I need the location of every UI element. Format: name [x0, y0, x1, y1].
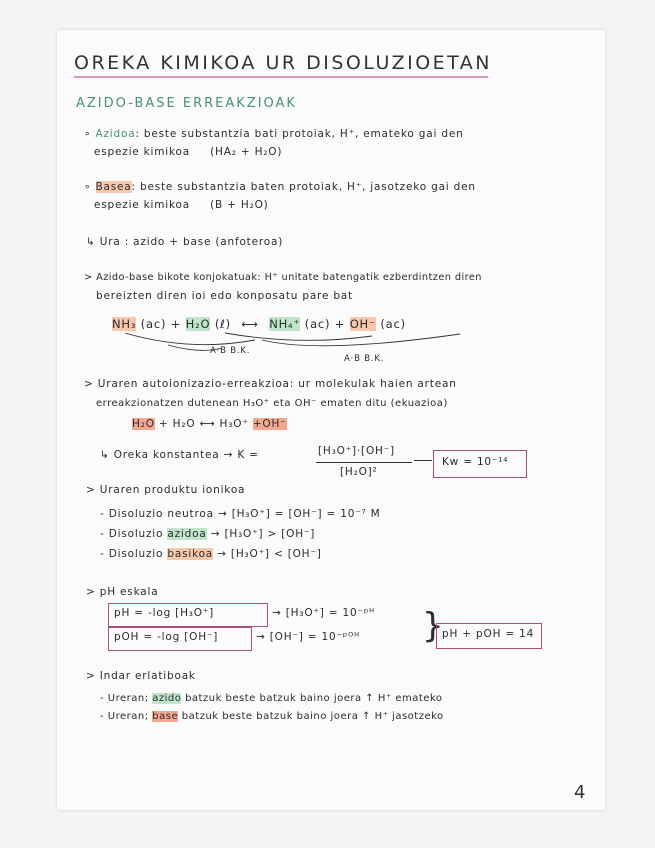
k-denominator: [H₂O]²	[340, 466, 378, 478]
neutral-solution: - Disoluzio neutroa → [H₃O⁺] = [OH⁻] = 10⁻⁷ M	[100, 508, 381, 520]
base-line1: : beste substantzia baten protoiak, H⁺, jasotzeko gai den	[131, 181, 476, 193]
bullet-icon: ∘	[84, 128, 96, 140]
base-label: Basea	[95, 181, 132, 193]
base-strength-word: base	[152, 711, 179, 722]
eq-ac2: (ac) +	[304, 317, 346, 331]
acid-strength	[100, 693, 443, 704]
kw-value: Kw = 10⁻¹⁴	[442, 456, 509, 468]
eq-ac1: (ac) +	[140, 317, 182, 331]
base-strength	[100, 711, 444, 722]
poh-rest: → [OH⁻] = 10⁻ᵖᴼᴴ	[256, 631, 360, 643]
acid-example: (HA₂ + H₂O)	[210, 146, 283, 158]
k-numerator: [H₃O⁺]·[OH⁻]	[318, 445, 395, 457]
ionic-product-heading: > Uraren produktu ionikoa	[86, 484, 246, 496]
page-title: OREKA KIMIKOA UR DISOLUZIOETAN	[74, 52, 492, 74]
basic-solution	[100, 548, 322, 560]
arrow-to-kw	[414, 460, 432, 461]
autoionization-equation	[132, 418, 287, 430]
eq-h2o: H₂O	[185, 317, 211, 331]
ph-scale-heading: > pH eskala	[86, 586, 159, 598]
base-line2-text: espezie kimikoa	[94, 199, 190, 211]
base-strength-post: batzuk beste batzuk baino joera ↑ H⁺ jasotzeko	[178, 711, 444, 722]
eq-l: (ℓ)	[214, 317, 231, 331]
acid-line2-text: espezie kimikoa	[94, 146, 190, 158]
eq-oh: OH⁻	[349, 317, 376, 331]
acid-line1: : beste substantzia bati protoiak, H⁺, emateko gai den	[135, 128, 464, 140]
basic-solution-word: basikoa	[167, 548, 214, 560]
basic-solution-post: → [H₃O⁺] < [OH⁻]	[213, 548, 322, 560]
eq-nh4: NH₄⁺	[269, 317, 301, 331]
base-strength-pre: - Ureran;	[100, 711, 153, 722]
acid-strength-pre: - Ureran;	[100, 693, 153, 704]
strengths-heading: > Indar erlatiboak	[86, 670, 196, 682]
page-number: 4	[574, 782, 586, 803]
acid-strength-post: batzuk beste batzuk baino joera ↑ H⁺ emateko	[181, 693, 443, 704]
fraction-line	[316, 462, 412, 463]
equilibrium-constant-label: ↳ Oreka konstantea → K =	[100, 449, 259, 461]
section-subtitle: AZIDO-BASE ERREAKZIOAK	[76, 96, 297, 111]
acid-solution-post: → [H₃O⁺] > [OH⁻]	[206, 528, 316, 540]
eq-ac3: (ac)	[380, 317, 406, 331]
acid-solution-word: azidoa	[167, 528, 207, 540]
ph-formula: pH = -log [H₃O⁺]	[114, 607, 215, 619]
base-example: (B + H₂O)	[210, 199, 269, 211]
acid-strength-word: azido	[152, 693, 182, 704]
poh-formula: pOH = -log [OH⁻]	[114, 631, 219, 643]
conjugate-line2: bereizten diren ioi edo konposatu pare bat	[96, 290, 353, 302]
pair-label-1: A·B B.K.	[210, 346, 251, 356]
autoionization-line2: erreakzionatzen dutenean H₃O⁺ eta OH⁻ ematen ditu (ekuazioa)	[96, 398, 448, 409]
acid-solution-pre: - Disoluzio	[100, 528, 168, 540]
acid-solution	[100, 528, 315, 540]
conjugate-line1: > Azido-base bikote konjokatuak: H⁺ unitate batengatik ezberdintzen diren	[84, 272, 482, 283]
pair-label-2: A·B B.K.	[344, 354, 385, 364]
water-amphoteric: ↳ Ura : azido + base (anfoteroa)	[86, 236, 284, 248]
eq-nh3: NH₃	[112, 317, 137, 331]
eq-water-rest: + H₂O ⟷ H₃O⁺	[158, 418, 249, 430]
basic-solution-pre: - Disoluzio	[100, 548, 168, 560]
ph-poh-sum: pH + pOH = 14	[442, 628, 535, 640]
eq-arrow: ⟷	[241, 317, 259, 331]
autoionization-line1: > Uraren autoionizazio-erreakzioa: ur molekulak haien artean	[84, 378, 457, 390]
ph-rest: → [H₃O⁺] = 10⁻ᵖᴴ	[272, 607, 375, 619]
acid-label: Azidoa	[95, 128, 136, 140]
eq-water: H₂O	[132, 418, 155, 430]
brace-icon: }	[422, 606, 444, 646]
eq-hydroxide: +OH⁻	[252, 418, 287, 430]
bullet-icon: ∘	[84, 181, 96, 193]
